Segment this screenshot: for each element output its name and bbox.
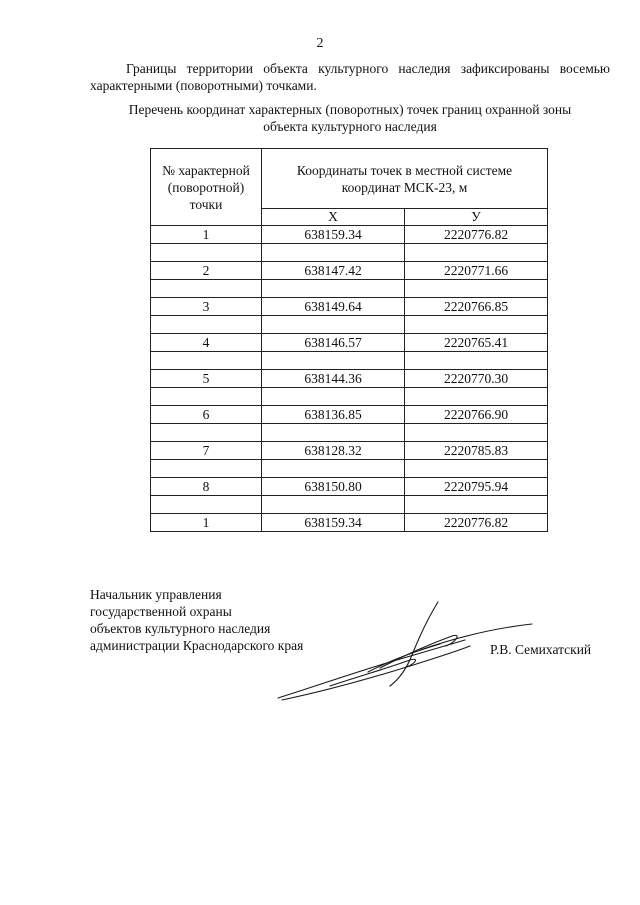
spacer-cell: [151, 316, 262, 334]
coordinates-header: [262, 149, 548, 209]
y-coordinate-cell: 2220795.94: [405, 478, 548, 496]
spacer-row: [151, 280, 548, 298]
y-coordinate-cell: 2220776.82: [405, 226, 548, 244]
x-coordinate-cell: 638136.85: [262, 406, 405, 424]
spacer-cell: [151, 352, 262, 370]
x-column-header: Х: [262, 209, 405, 226]
signature-stroke: [278, 640, 465, 698]
signature-stroke: [282, 646, 470, 700]
point-number-cell: 5: [151, 370, 262, 388]
spacer-row: [151, 496, 548, 514]
x-coordinate-cell: 638128.32: [262, 442, 405, 460]
y-coordinate-cell: 2220776.82: [405, 514, 548, 532]
point-number-cell: 4: [151, 334, 262, 352]
spacer-cell: [405, 388, 548, 406]
x-coordinate-cell: 638147.42: [262, 262, 405, 280]
table-row: [151, 478, 548, 496]
point-number-header-line-3: точки: [189, 196, 223, 212]
spacer-cell: [405, 460, 548, 478]
table-row: [151, 334, 548, 352]
spacer-cell: [262, 388, 405, 406]
spacer-cell: [151, 496, 262, 514]
x-coordinate-cell: 638150.80: [262, 478, 405, 496]
spacer-row: [151, 424, 548, 442]
y-coordinate-cell: 2220785.83: [405, 442, 548, 460]
x-coordinate-cell: 638146.57: [262, 334, 405, 352]
point-number-cell: 3: [151, 298, 262, 316]
list-title-line-1: Перечень координат характерных (поворотных) точек границ охранной зоны: [128, 102, 572, 117]
point-number-header: [151, 149, 262, 226]
coordinates-table: [150, 148, 548, 532]
coordinates-header-line-1: Координаты точек в местной системе: [296, 162, 513, 178]
page-number: 2: [316, 36, 324, 51]
point-number-cell: 7: [151, 442, 262, 460]
point-number-cell: 1: [151, 514, 262, 532]
spacer-cell: [405, 280, 548, 298]
point-number-cell: 1: [151, 226, 262, 244]
y-coordinate-cell: 2220766.85: [405, 298, 548, 316]
y-coordinate-cell: 2220766.90: [405, 406, 548, 424]
signatory-title-line-1: Начальник управления: [90, 587, 222, 602]
table-row: [151, 298, 548, 316]
spacer-row: [151, 388, 548, 406]
spacer-cell: [262, 460, 405, 478]
x-coordinate-cell: 638144.36: [262, 370, 405, 388]
spacer-cell: [405, 496, 548, 514]
signatory-title-line-3: объектов культурного наследия: [90, 621, 271, 636]
table-row: [151, 370, 548, 388]
signatory-title-line-2: государственной охраны: [90, 604, 232, 619]
point-number-cell: 8: [151, 478, 262, 496]
spacer-cell: [151, 244, 262, 262]
y-coordinate-cell: 2220770.30: [405, 370, 548, 388]
spacer-row: [151, 460, 548, 478]
x-coordinate-cell: 638159.34: [262, 226, 405, 244]
point-number-cell: 6: [151, 406, 262, 424]
spacer-row: [151, 244, 548, 262]
table-row: [151, 514, 548, 532]
table-row: [151, 406, 548, 424]
point-number-header-line-1: № характерной: [162, 162, 250, 178]
spacer-row: [151, 352, 548, 370]
coordinates-header-line-2: координат МСК-23, м: [341, 179, 468, 195]
spacer-cell: [151, 280, 262, 298]
spacer-cell: [405, 352, 548, 370]
signer-name: Р.В. Семихатский: [490, 642, 592, 657]
spacer-cell: [262, 280, 405, 298]
spacer-cell: [151, 388, 262, 406]
y-coordinate-cell: 2220765.41: [405, 334, 548, 352]
table-row: [151, 262, 548, 280]
spacer-cell: [262, 352, 405, 370]
spacer-row: [151, 316, 548, 334]
x-coordinate-cell: 638149.64: [262, 298, 405, 316]
spacer-cell: [262, 316, 405, 334]
spacer-cell: [405, 244, 548, 262]
point-number-cell: 2: [151, 262, 262, 280]
signatory-title-line-4: администрации Краснодарского края: [90, 638, 304, 653]
coordinates-list-title: [88, 101, 612, 135]
spacer-cell: [151, 424, 262, 442]
spacer-cell: [405, 424, 548, 442]
spacer-cell: [262, 244, 405, 262]
spacer-cell: [262, 496, 405, 514]
point-number-header-line-2: (поворотной): [167, 179, 245, 195]
spacer-cell: [151, 460, 262, 478]
intro-paragraph: Границы территории объекта культурного наследия зафиксированы восемью характерными (поворотными) точками.: [90, 61, 610, 93]
x-coordinate-cell: 638159.34: [262, 514, 405, 532]
y-column-header: У: [405, 209, 548, 226]
list-title-line-2: объекта культурного наследия: [263, 119, 437, 134]
spacer-cell: [405, 316, 548, 334]
table-row: [151, 442, 548, 460]
table-row: [151, 226, 548, 244]
y-coordinate-cell: 2220771.66: [405, 262, 548, 280]
spacer-cell: [262, 424, 405, 442]
